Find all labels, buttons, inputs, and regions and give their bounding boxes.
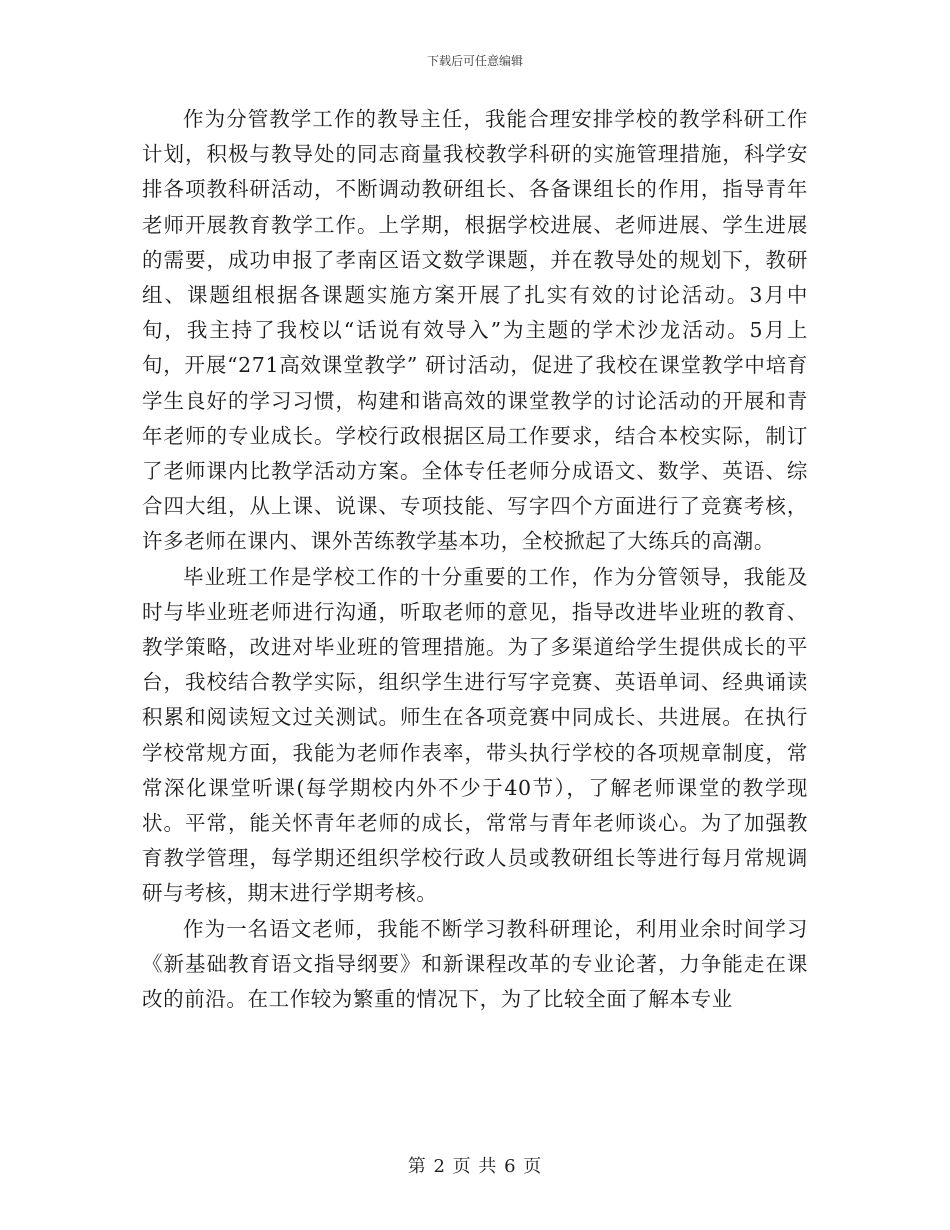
paragraph-2: 毕业班工作是学校工作的十分重要的工作，作为分管领导，我能及时与毕业班老师进行沟通，听取老师的意见，指导改进毕业班的教育、教学策略，改进对毕业班的管理措施。为了多渠道给学生提供成长的平台，我校结合教学实际，组织学生进行写字竞赛、英语单词、经典诵读积累和阅读短文过关测试。师生在各项竞赛中同成长、共进展。在执行学校常规方面，我能为老师作表率，带头执行学校的各项规章制度，常常深化课堂听课(每学期校内外不少于40节），了解老师课堂的教学现状。平常，能关怀青年老师的成长，常常与青年老师谈心。为了加强教育教学管理，每学期还组织学校行政人员或教研组长等进行每月常规调研与考核，期末进行学期考核。	[142, 564, 808, 906]
header-note: 下载后可任意编辑	[426, 54, 523, 68]
page-number: 第 2 页 共 6 页	[407, 1156, 543, 1177]
paragraph-3: 作为一名语文老师，我能不断学习教科研理论，利用业余时间学习《新基础教育语文指导纲要》和新课程改革的专业论著，力争能走在课改的前沿。在工作较为繁重的情况下，为了比较全面了解本专业	[142, 916, 808, 1012]
document-body	[142, 102, 808, 1017]
paragraph-1: 作为分管教学工作的教导主任，我能合理安排学校的教学科研工作计划，积极与教导处的同志商量我校教学科研的实施管理措施，科学安排各项教科研活动，不断调动教研组长、各备课组长的作用，指导青年老师开展教育教学工作。上学期，根据学校进展、老师进展、学生进展的需要，成功申报了孝南区语文数学课题，并在教导处的规划下，教研组、课题组根据各课题实施方案开展了扎实有效的讨论活动。3月中旬，我主持了我校以“话说有效导入”为主题的学术沙龙活动。5月上旬，开展“271高效课堂教学” 研讨活动，促进了我校在课堂教学中培育学生良好的学习习惯，构建和谐高效的课堂教学的讨论活动的开展和青年老师的专业成长。学校行政根据区局工作要求，结合本校实际，制订了老师课内比教学活动方案。全体专任老师分成语文、数学、英语、综合四大组，从上课、说课、专项技能、写字四个方面进行了竞赛考核，许多老师在课内、课外苦练教学基本功，全校掀起了大练兵的高潮。	[142, 107, 808, 554]
